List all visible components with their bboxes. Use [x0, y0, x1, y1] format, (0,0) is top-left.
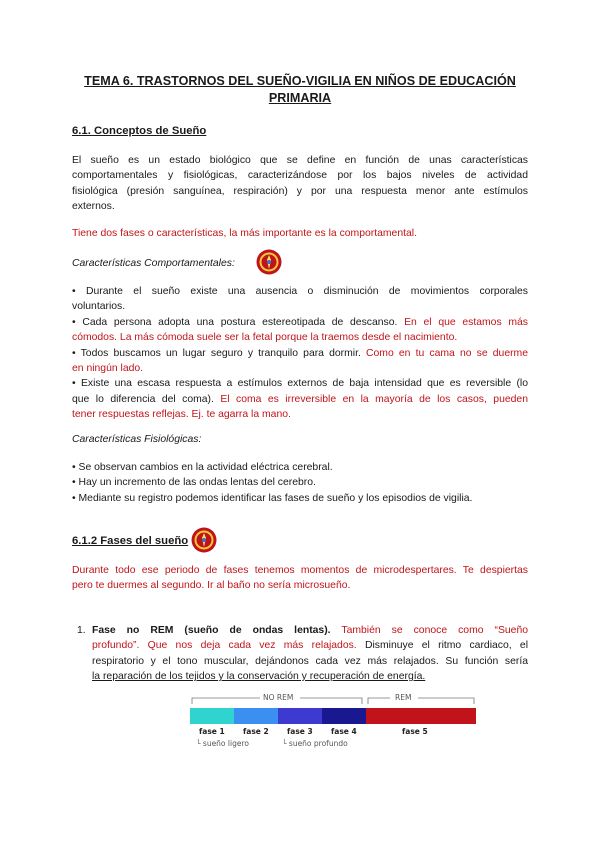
item-black-text: • Cada persona adopta una postura estereotipada de descanso.	[72, 316, 405, 328]
comportamentales-list	[72, 284, 528, 423]
phase-label: fase 5	[402, 727, 428, 736]
microdespertares-note	[72, 563, 528, 594]
phase-label: fase 2	[243, 727, 269, 736]
list-item: • Durante el sueño existe una ausencia o disminución de movimientos corporales	[72, 286, 528, 297]
list-item	[72, 315, 528, 330]
item-black-text: • Todos buscamos un lugar seguro y tranquilo para dormir.	[72, 347, 367, 359]
document-title	[60, 73, 540, 107]
rem-label: REM	[395, 693, 412, 702]
phase-bar-3	[278, 708, 322, 724]
phase-bar-1	[190, 708, 234, 724]
deep-sleep-text: sueño profundo	[288, 739, 348, 748]
light-sleep-text: sueño ligero	[202, 739, 249, 748]
deep-sleep-label: └ sueño profundo	[282, 739, 348, 748]
intro-line: comportamentales y fisiológicas, caracterizándose por los bajos niveles de actividad	[72, 170, 528, 182]
list-line: la reparación de los tejidos y la conservación y recuperación de energía.	[92, 671, 426, 683]
list-item: • Se observan cambios en la actividad eléctrica cerebral.	[72, 462, 333, 473]
red-note: Tiene dos fases o características, la más importante es la comportamental.	[72, 228, 417, 239]
title-line-1: TEMA 6. TRASTORNOS DEL SUEÑO-VIGILIA EN NIÑOS DE EDUCACIÓN	[84, 74, 516, 88]
nrem-label: NO REM	[263, 693, 294, 702]
item-red-text: En el que estamos más	[404, 316, 528, 328]
sleep-phases-diagram	[190, 690, 476, 752]
intro-line: externos.	[72, 201, 115, 213]
red-text: profundo”. Que nos deja cada vez más relajados.	[92, 640, 357, 652]
list-item	[72, 346, 528, 361]
note-line: Durante todo ese periodo de fases tenemos momentos de microdespertares. Te despiertas	[72, 565, 528, 576]
item-black-text: que lo diferencia del coma).	[72, 393, 221, 405]
diagram-brackets	[190, 690, 476, 710]
phase-label: fase 4	[331, 727, 357, 736]
phase-bar-2	[234, 708, 278, 724]
list-item: • Existe una escasa respuesta a estímulos externos de baja intensidad que es reversible (lo	[72, 378, 528, 390]
university-emblem-icon	[256, 249, 282, 275]
list-item-continuation: voluntarios.	[72, 301, 126, 313]
list-line: respiratorio y el tono muscular, dejándonos cada vez más relajados. Su función sería	[92, 655, 528, 667]
section-heading-6-1-2: 6.1.2 Fases del sueño	[72, 535, 189, 547]
list-line	[92, 623, 528, 638]
red-text: También se conoce como “Sueño	[341, 625, 528, 636]
section-heading-6-1: 6.1. Conceptos de Sueño	[72, 125, 207, 137]
phase-label: fase 3	[287, 727, 313, 736]
list-item-continuation	[72, 392, 528, 407]
list-item-continuation: en ningún lado.	[72, 363, 144, 375]
list-item: • Mediante su registro podemos identificar las fases de sueño y los episodios de vigilia.	[72, 492, 473, 504]
title-line-2: PRIMARIA	[268, 91, 332, 105]
fisiologicas-label: Características Fisiológicas:	[72, 434, 202, 445]
item-red-text: Como en tu cama no se duerme	[366, 347, 528, 359]
fisiologicas-list	[72, 460, 528, 506]
intro-paragraph	[72, 153, 528, 215]
note-line: pero te duermes al segundo. Ir al baño no sería microsueño.	[72, 580, 351, 592]
light-sleep-label: └ sueño ligero	[196, 739, 249, 748]
item-red-text: El coma es irreversible en la mayoría de los casos, pueden	[220, 393, 528, 405]
intro-line: fisiológica (presión sanguínea, respiración) y por una respuesta menor ante estímulos	[72, 185, 528, 197]
phase-label: fase 1	[199, 727, 225, 736]
phase-title: Fase no REM (sueño de ondas lentas).	[92, 625, 331, 636]
numbered-list-item	[77, 623, 529, 685]
comportamentales-label: Características Comportamentales:	[72, 258, 235, 269]
intro-line: El sueño es un estado biológico que se define en función de unas características	[72, 155, 528, 166]
list-item: • Hay un incremento de las ondas lentas del cerebro.	[72, 477, 316, 489]
black-text: Disminuye el ritmo cardiaco, el	[364, 640, 529, 652]
list-line	[92, 638, 528, 653]
list-item-continuation: cómodos. La más cómoda suele ser la fetal porque la traemos desde el nacimiento.	[72, 332, 458, 344]
phase-bar-4	[322, 708, 366, 724]
list-number: 1.	[77, 625, 86, 636]
university-emblem-icon	[191, 527, 217, 553]
phase-bar-5	[366, 708, 476, 724]
list-item-continuation: tener respuestas reflejas. Ej. te agarra la mano.	[72, 409, 291, 421]
